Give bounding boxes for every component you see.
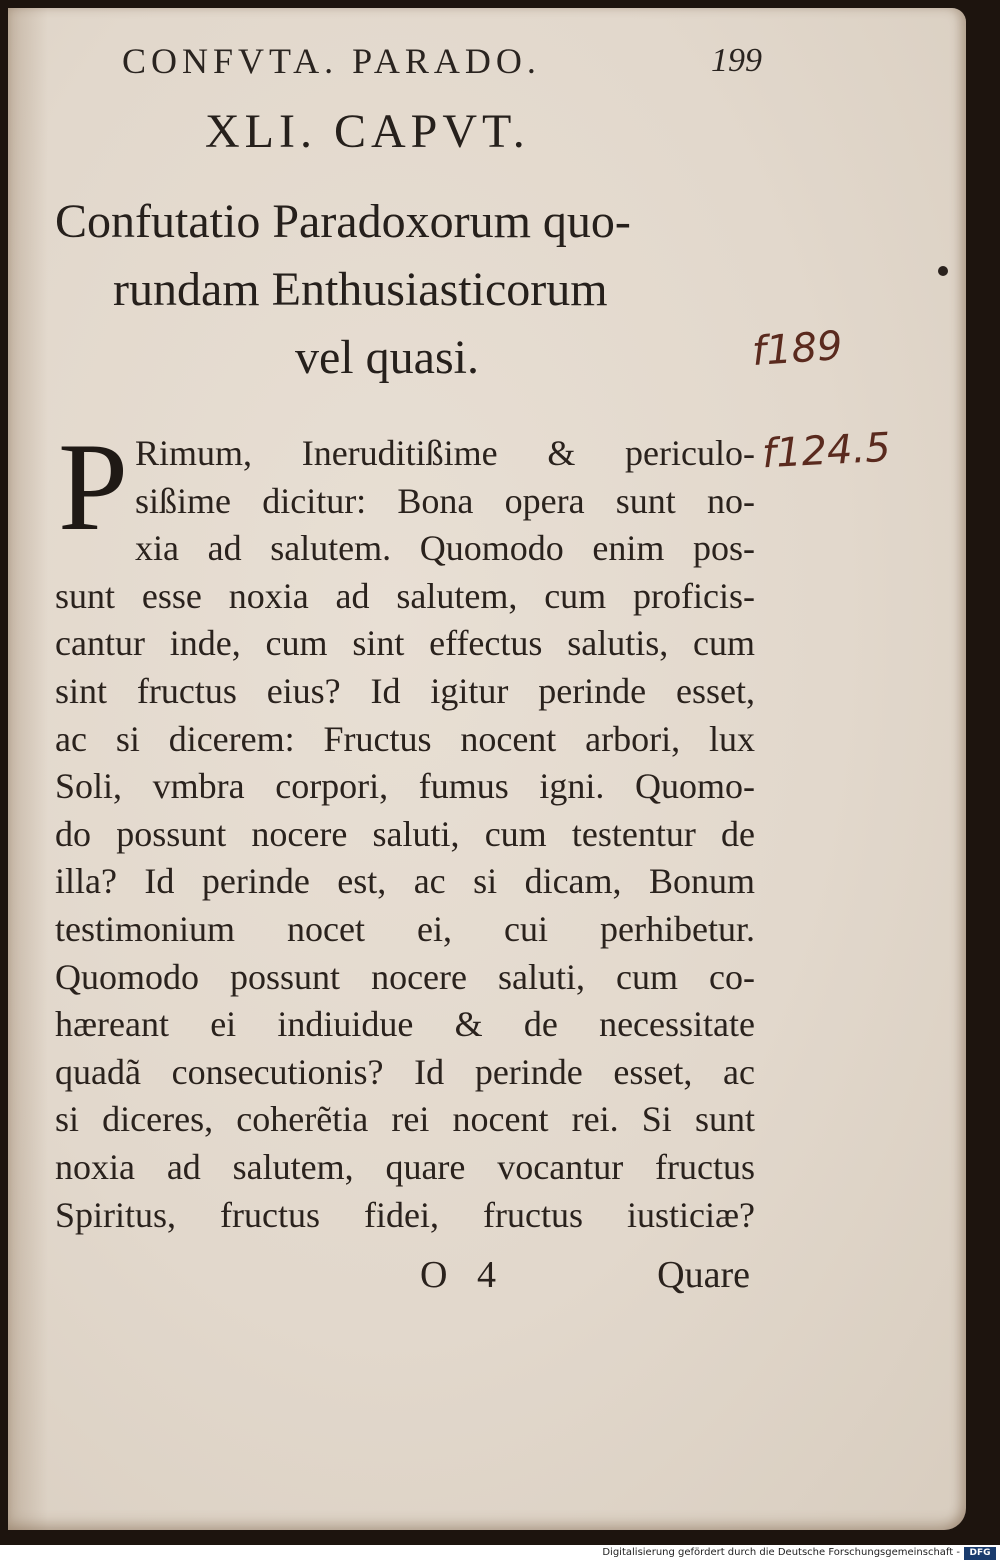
text-line: xia ad salutem. Quomodo enim pos- [135, 528, 755, 569]
text-line: noxia ad salutem, quare vocantur fructus [55, 1146, 755, 1187]
text-line: Rimum, Ineruditißime & periculo- [135, 433, 755, 473]
chapter-heading: XLI. CAPVT. [205, 105, 530, 158]
signature-mark: O 4 [420, 1254, 506, 1296]
manuscript-note: f189 [750, 322, 844, 376]
ink-dot [938, 266, 948, 276]
text-line: do possunt nocere saluti, cum testentur de [55, 813, 755, 854]
page-gutter-shadow [8, 8, 48, 1530]
text-line: Soli, vmbra corpori, fumus igni. Quomo- [55, 766, 755, 807]
text-line: quadã consecutionis? Id perinde esset, ac [55, 1051, 755, 1092]
chapter-title [55, 188, 775, 392]
title-line: rundam Enthusiasticorum [113, 263, 608, 316]
running-head [122, 40, 762, 84]
title-line: Confutatio Paradoxorum quo- [55, 195, 631, 248]
funding-credit: Digitalisierung gefördert durch die Deutsche Forschungsgemeinschaft - [602, 1547, 960, 1558]
drop-cap-initial: P [58, 418, 129, 557]
folio-number: 199 [711, 42, 762, 79]
text-line: Spiritus, fructus fidei, fructus iusticiæ? [55, 1194, 755, 1235]
body-text [55, 418, 755, 1239]
text-line: illa? Id perinde est, ac si dicam, Bonum [55, 861, 755, 902]
page-foot [420, 1253, 750, 1303]
text-line: sunt esse noxia ad salutem, cum proficis- [55, 575, 755, 616]
text-line: si diceres, coherẽtia rei nocent rei. Si sunt [55, 1099, 755, 1140]
manuscript-note: f124.5 [760, 424, 892, 478]
dfg-logo: DFG [964, 1547, 996, 1560]
text-line: cantur inde, cum sint effectus salutis, cum [55, 623, 755, 664]
text-line: Quomodo possunt nocere saluti, cum co- [55, 956, 755, 997]
footer-bar [0, 1545, 1000, 1563]
text-line: sißime dicitur: Bona opera sunt no- [135, 480, 755, 521]
text-line: sint fructus eius? Id igitur perinde esset, [55, 670, 755, 711]
title-line: vel quasi. [295, 331, 479, 384]
text-line: testimonium nocet ei, cui perhibetur. [55, 908, 755, 949]
text-line: hæreant ei indiuidue & de necessitate [55, 1004, 755, 1045]
running-title: CONFVTA. PARADO. [122, 41, 541, 81]
text-line: ac si dicerem: Fructus nocent arbori, lux [55, 718, 755, 759]
catchword: Quare [657, 1254, 750, 1296]
